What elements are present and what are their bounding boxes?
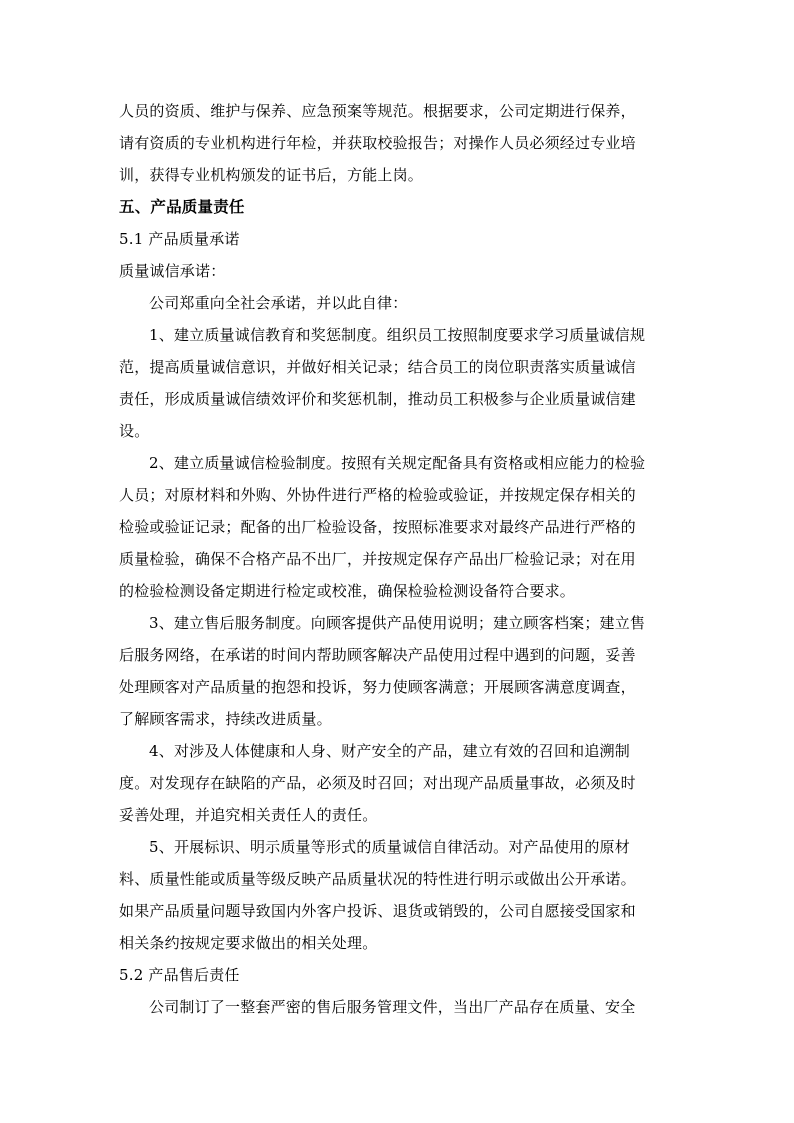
item-2-line: 人员；对原材料和外购、外协件进行严格的检验或验证，并按规定保存相关的 <box>119 486 636 504</box>
subsection-heading-5-2: 5.2 产品售后责任 <box>119 966 240 984</box>
document-body <box>119 95 675 1023</box>
item-3-line: 处理顾客对产品质量的抱怨和投诉，努力使顾客满意；开展顾客满意度调查， <box>119 678 636 696</box>
commitment-label: 质量诚信承诺： <box>119 262 226 280</box>
item-3-line: 3、建立售后服务制度。向顾客提供产品使用说明；建立顾客档案；建立售 <box>149 614 646 632</box>
item-1-line: 设。 <box>119 422 150 440</box>
item-3-line: 了解顾客需求，持续改进质量。 <box>119 710 332 728</box>
item-4-line: 妥善处理，并追究相关责任人的责任。 <box>119 806 378 824</box>
item-1-line: 范，提高质量诚信意识，并做好相关记录；结合员工的岗位职责落实质量诚信 <box>119 358 636 376</box>
item-1-line: 1、建立质量诚信教育和奖惩制度。组织员工按照制度要求学习质量诚信规 <box>149 326 646 344</box>
item-1-line: 责任，形成质量诚信绩效评价和奖惩机制，推动员工积极参与企业质量诚信建 <box>119 390 636 408</box>
item-5-line: 如果产品质量问题导致国内外客户投诉、退货或销毁的，公司自愿接受国家和 <box>119 902 636 920</box>
commitment-intro: 公司郑重向全社会承诺，并以此自律： <box>149 294 408 312</box>
item-4-line: 度。对发现存在缺陷的产品，必须及时召回；对出现产品质量事故，必须及时 <box>119 774 636 792</box>
item-2-line: 的检验检测设备定期进行检定或校准，确保检验检测设备符合要求。 <box>119 582 576 600</box>
section-heading: 五、产品质量责任 <box>119 198 245 216</box>
item-2-line: 2、建立质量诚信检验制度。按照有关规定配备具有资格或相应能力的检验 <box>149 454 646 472</box>
item-4-line: 4、对涉及人体健康和人身、财产安全的产品，建立有效的召回和追溯制 <box>149 742 630 760</box>
paragraph-line: 人员的资质、维护与保养、应急预案等规范。根据要求，公司定期进行保养， <box>119 102 636 120</box>
after-sales-paragraph-line: 公司制订了一整套严密的售后服务管理文件，当出厂产品存在质量、安全 <box>149 998 636 1016</box>
item-5-line: 5、开展标识、明示质量等形式的质量诚信自律活动。对产品使用的原材 <box>149 838 630 856</box>
item-5-line: 料、质量性能或质量等级反映产品质量状况的特性进行明示或做出公开承诺。 <box>119 870 636 888</box>
paragraph-line: 训，获得专业机构颁发的证书后，方能上岗。 <box>119 166 424 184</box>
item-2-line: 质量检验，确保不合格产品不出厂，并按规定保存产品出厂检验记录；对在用 <box>119 550 636 568</box>
subsection-heading-5-1: 5.1 产品质量承诺 <box>119 230 240 248</box>
item-2-line: 检验或验证记录；配备的出厂检验设备，按照标准要求对最终产品进行严格的 <box>119 518 636 536</box>
paragraph-line: 请有资质的专业机构进行年检，并获取校验报告；对操作人员必须经过专业培 <box>119 134 636 152</box>
item-5-line: 相关条约按规定要求做出的相关处理。 <box>119 934 378 952</box>
item-3-line: 后服务网络，在承诺的时间内帮助顾客解决产品使用过程中遇到的问题，妥善 <box>119 646 636 664</box>
